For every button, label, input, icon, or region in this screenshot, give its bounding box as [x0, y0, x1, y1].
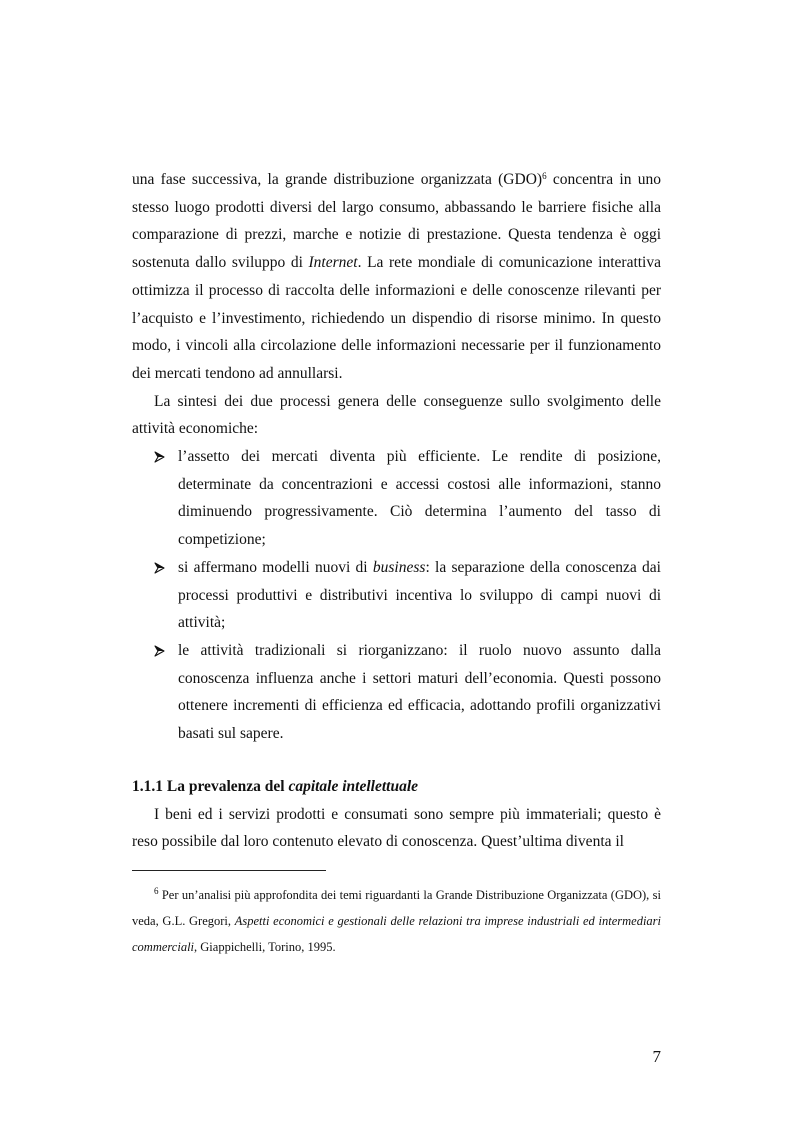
list-item [132, 637, 661, 748]
consequences-list [132, 443, 661, 748]
footnote [132, 882, 661, 960]
footnote-book-title: Aspetti economici e gestionali delle relazioni tra imprese industriali ed intermediari commerciali [132, 914, 661, 954]
paragraph-immaterial: I beni ed i servizi prodotti e consumati sono sempre più immateriali; questo è reso possibile dal loro contenuto elevato di conoscenza. Quest’ultima diventa il [132, 805, 661, 851]
paragraph-synthesis: La sintesi dei due processi genera delle conseguenze sullo svolgimento delle attività economiche: [132, 392, 661, 438]
paragraph-gdo-text-a: una fase successiva, la grande distribuzione organizzata (GDO) [132, 171, 543, 188]
arrowhead-bullet-icon [154, 443, 168, 471]
business-term: business [372, 558, 426, 576]
arrowhead-bullet-icon [154, 554, 168, 582]
list-item-text: le attività tradizionali si riorganizzano: il ruolo nuovo assunto dalla conoscenza influenza anche i settori maturi dell’economia. Questi possono ottenere incrementi di efficienza ed efficacia, adottando profili organizzativi basati sul sapere. [178, 641, 661, 743]
footnote-text-b: , Giappichelli, Torino, 1995. [194, 940, 336, 954]
footnote-reference[interactable]: 6 [542, 171, 547, 181]
list-item [132, 443, 661, 554]
paragraph-gdo-text-c: . La rete mondiale di comunicazione interattiva ottimizza il processo di raccolta delle informazioni e delle conoscenze rilevanti per l’acquisto e l’investimento, richiedendo un dispendio di risorse minimo. In questo modo, i vincoli alla circolazione delle informazioni necessarie per il funzionamento dei mercati tendono ad annullarsi. [132, 254, 661, 382]
section-1-1-1 [132, 773, 661, 856]
list-item-text-b: : la separazione della conoscenza dai processi produttivi e distributivi incentiva lo sviluppo di campi nuovi di attività; [178, 558, 661, 632]
paragraph-gdo [132, 166, 661, 388]
main-text [132, 166, 661, 748]
section-heading-italic: capitale intellettuale [288, 778, 419, 795]
arrowhead-bullet-icon [154, 637, 168, 665]
footnote-divider [132, 870, 326, 871]
section-heading [132, 773, 661, 801]
page-number: 7 [652, 1047, 661, 1066]
internet-term: Internet [308, 254, 358, 272]
footnote-text-a: Per un’analisi più approfondita dei temi riguardanti la Grande Distribuzione Organizzata (GDO), si veda, G.L. Gregori, [132, 888, 661, 928]
list-item-text-a: si affermano modelli nuovi di [178, 558, 373, 576]
paragraph-gdo-text-b: concentra in uno stesso luogo prodotti diversi del largo consumo, abbassando le barriere fisiche alla comparazione di prezzi, marche e notizie di prestazione. Questa tendenza è oggi sostenuta dallo sviluppo di [132, 171, 662, 272]
list-item [132, 554, 661, 637]
section-heading-prefix: 1.1.1 La prevalenza del [132, 778, 289, 795]
footnote-number: 6 [154, 886, 159, 896]
list-item-text: l’assetto dei mercati diventa più efficiente. Le rendite di posizione, determinate da concentrazioni e accessi costosi alle informazioni, stanno diminuendo progressivamente. Ciò determina l’aumento del tasso di competizione; [178, 448, 661, 549]
